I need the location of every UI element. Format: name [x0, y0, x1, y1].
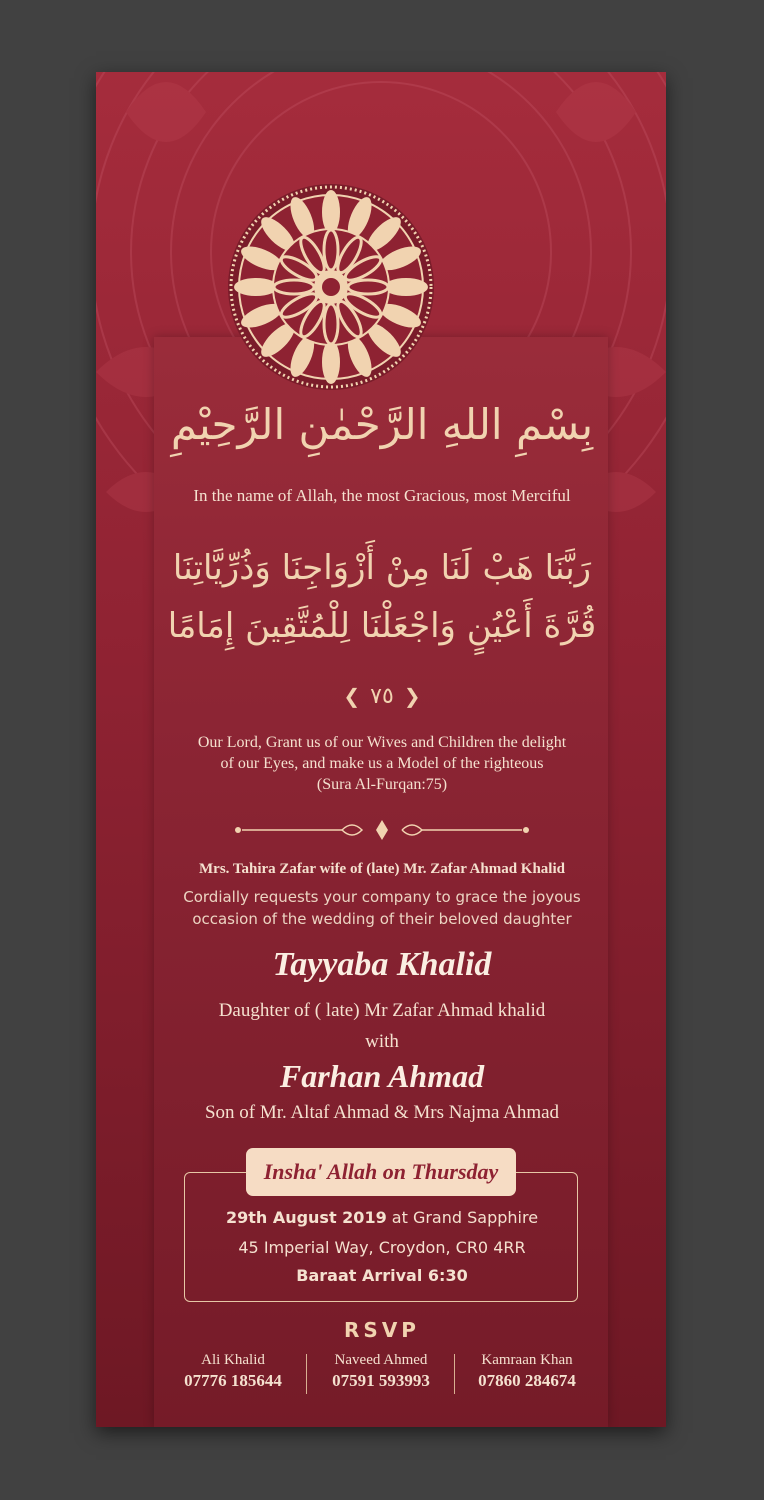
groom-parent: Son of Mr. Altaf Ahmad & Mrs Najma Ahmad — [204, 1102, 560, 1123]
event-venue: at Grand Sapphire — [386, 1208, 539, 1227]
rsvp-title: RSVP — [344, 1318, 420, 1342]
rsvp-contact — [168, 1352, 298, 1391]
ayah-number-value: ٧٥ — [370, 684, 394, 709]
contact-separator — [306, 1354, 307, 1394]
ornament-right-icon: ❯ — [403, 684, 421, 708]
contact-name: Ali Khalid — [201, 1352, 265, 1368]
contact-phone: 07776 185644 — [184, 1371, 282, 1390]
event-date-venue — [0, 1208, 764, 1227]
ornamental-divider-icon — [232, 818, 532, 842]
contact-phone: 07591 593993 — [332, 1371, 430, 1390]
bride-name: Tayyaba Khalid — [272, 946, 492, 983]
ayah-line-1: رَبَّنَا هَبْ لَنَا مِنْ أَزْوَاجِنَا وَذُرِّيَّاتِنَا — [172, 548, 592, 588]
translation-reference: (Sura Al-Furqan:75) — [316, 776, 448, 793]
bride-parent: Daughter of ( late) Mr Zafar Ahmad khalid — [218, 1000, 546, 1021]
request-line-1: Cordially requests your company to grace the joyous — [183, 888, 581, 906]
with-text: with — [365, 1031, 399, 1052]
contact-separator — [454, 1354, 455, 1394]
ayah-line-2: قُرَّةَ أَعْيُنٍ وَاجْعَلْنَا لِلْمُتَّقِينَ إِمَامًا — [167, 606, 597, 646]
translation-line-1: Our Lord, Grant us of our Wives and Children the delight — [197, 734, 567, 751]
rsvp-contact — [316, 1352, 446, 1391]
request-line-2: occasion of the wedding of their beloved daughter — [192, 910, 572, 928]
ayah-number — [0, 684, 764, 709]
groom-name: Farhan Ahmad — [279, 1058, 485, 1094]
mandala-ornament-icon — [226, 182, 436, 392]
host-name: Mrs. Tahira Zafar wife of (late) Mr. Zafar Ahmad Khalid — [199, 861, 565, 877]
event-day-label: Insha' Allah on Thursday — [246, 1148, 516, 1196]
event-date: 29th August 2019 — [225, 1208, 387, 1227]
baraat-time: Baraat Arrival 6:30 — [296, 1266, 468, 1285]
contact-name: Naveed Ahmed — [334, 1352, 428, 1368]
rsvp-contact — [462, 1352, 592, 1391]
contact-name: Kamraan Khan — [481, 1352, 573, 1368]
bismillah-translation: In the name of Allah, the most Gracious, most Merciful — [193, 486, 571, 505]
event-address: 45 Imperial Way, Croydon, CR0 4RR — [238, 1238, 526, 1257]
contact-phone: 07860 284674 — [478, 1371, 576, 1390]
bismillah-calligraphy: بِسْمِ اللهِ الرَّحْمٰنِ الرَّحِيْمِ — [170, 400, 594, 449]
translation-line-2: of our Eyes, and make us a Model of the righteous — [220, 755, 544, 772]
ornament-left-icon: ❮ — [343, 684, 361, 708]
